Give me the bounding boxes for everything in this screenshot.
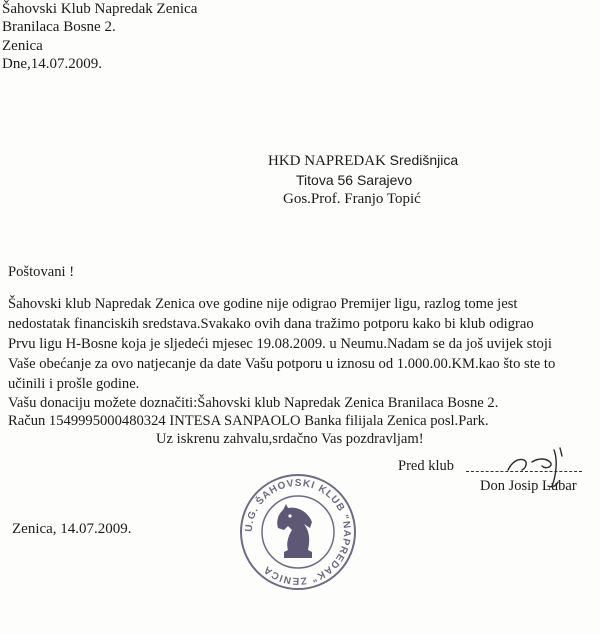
body-line-6: Vašu donaciju možete doznačiti:Šahovski klub Napredak Zenica Branilaca Bosne 2. [8, 395, 499, 411]
body-line-3: Prvu ligu H-Bosne koja je sljedeći mjesec 19.08.2009. u Neumu.Nadam se da još uvijek stoji [8, 336, 552, 352]
sender-street: Branilaca Bosne 2. [2, 19, 116, 35]
body-line-1: Šahovski klub Napredak Zenica ove godine nije odigrao Premijer ligu, razlog tome jest [8, 296, 518, 312]
recipient-person: Gos.Prof. Franjo Topić [283, 191, 421, 207]
footer-date: Zenica, 14.07.2009. [12, 521, 132, 537]
club-stamp [238, 472, 358, 592]
closing-line: Uz iskrenu zahvalu,srdačno Vas pozdravljam! [156, 431, 424, 447]
body-line-5: učinili i prošle godine. [8, 376, 140, 392]
recipient-org-branch: Središnjica [389, 152, 459, 168]
recipient-address: Titova 56 Sarajevo [296, 172, 413, 188]
recipient-org-name: HKD NAPREDAK [268, 153, 390, 169]
knight-icon [277, 504, 312, 558]
sender-date: Dne,14.07.2009. [2, 56, 102, 72]
sender-city: Zenica [2, 38, 43, 54]
recipient-org [268, 152, 458, 170]
handwritten-signature [498, 440, 578, 490]
signature-label: Pred klub [398, 458, 454, 474]
signatory-name: Don Josip Lubar [480, 478, 577, 494]
stamp-text: U.G. ŠAHOVSKI KLUB "NAPREDAK" ZENICA [243, 477, 353, 587]
body-line-7: Račun 1549995000480324 INTESA SANPAOLO Banka filijala Zenica posl.Park. [8, 413, 489, 429]
body-line-2: nedostatak financiskih sredstava.Svakako ovih dana tražimo potporu kako bi klub odigrao [8, 316, 534, 332]
sender-name: Šahovski Klub Napredak Zenica [2, 1, 198, 17]
body-line-4: Vaše obećanje za ovo natjecanje da date Vašu potporu u iznosu od 1.000.00.KM.kao što ste to [8, 356, 556, 372]
greeting: Poštovani ! [8, 264, 75, 280]
